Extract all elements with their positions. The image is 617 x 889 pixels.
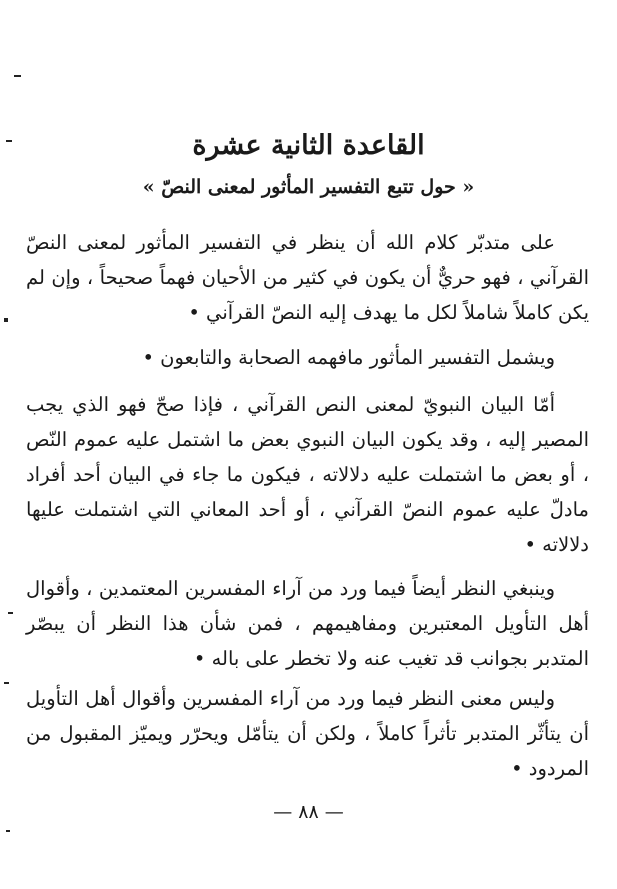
paragraph-text: أمّا البيان النبويّ لمعنى النص القرآني ، فإذا صحّ فهو الذي يجب المصير إليه ، وقد يكون البيان النبوي بعض ما اشتمل عليه عموم النّص ، أو بعض ما اشتملت عليه دلالاته ، فيكون ما جاء في البيان أحد أفراد مادلّ عليه عموم النصّ القرآني ، أو أحد المعاني التي اشتملت عليها دلالاته •	[26, 393, 589, 556]
margin-mark	[4, 318, 8, 322]
paragraph-5	[26, 681, 589, 786]
chapter-subtitle: « حول تتبع التفسير المأثور لمعنى النصّ »	[142, 176, 475, 198]
margin-mark	[14, 75, 21, 77]
paragraph-4	[26, 571, 589, 676]
paragraph-text: على متدبّر كلام الله أن ينظر في التفسير المأثور لمعنى النصّ القرآني ، فهو حريٌّ أن يكون في كثير من الأحيان فهماً صحيحاً ، وإن لم يكن كاملاً شاملاً لكل ما يهدف إليه النصّ القرآني •	[26, 231, 589, 324]
margin-mark	[6, 830, 10, 832]
paragraph-2	[26, 340, 589, 375]
margin-mark	[8, 612, 13, 614]
paragraph-text: وليس معنى النظر فيما ورد من آراء المفسرين وأقوال أهل التأويل أن يتأثّر المتدبر تأثراً كاملاً ، ولكن أن يتأمّل ويحرّر ويميّز المقبول من المردود •	[26, 687, 589, 780]
chapter-title: القاعدة الثانية عشرة	[192, 130, 425, 161]
paragraph-3	[26, 387, 589, 562]
paragraph-1	[26, 225, 589, 330]
paragraph-text: وينبغي النظر أيضاً فيما ورد من آراء المفسرين المعتمدين ، وأقوال أهل التأويل المعتبرين ومفاهيمهم ، فمن شأن هذا النظر أن يبصّر المتدبر بجوانب قد تغيب عنه ولا تخطر على باله •	[26, 577, 589, 670]
paragraph-text: ويشمل التفسير المأثور مافهمه الصحابة والتابعون •	[142, 346, 555, 369]
margin-mark	[4, 682, 9, 684]
page-number: — ٨٨ —	[273, 801, 344, 823]
